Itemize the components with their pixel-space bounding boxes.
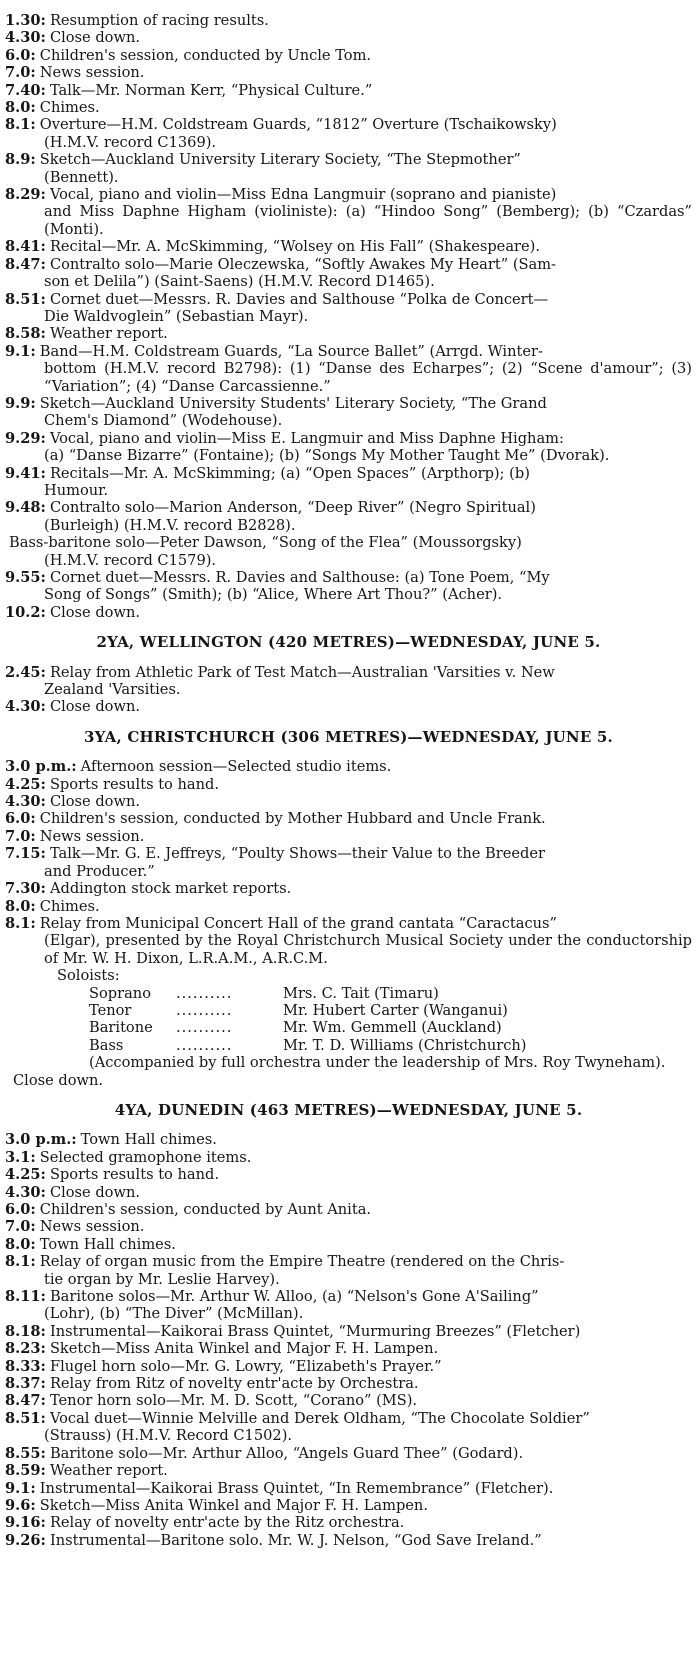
- program-continuation: Die Waldvoglein” (Sebastian Mayr).: [44, 307, 309, 325]
- program-item: [5, 499, 692, 534]
- program-text: Weather report.: [49, 1462, 168, 1480]
- program-text: Sports results to hand.: [49, 1166, 219, 1184]
- program-line: [5, 1323, 692, 1340]
- program-line: [5, 64, 692, 81]
- soloist-row: [5, 985, 692, 1002]
- program-continuation: and Producer.”: [44, 862, 155, 880]
- program-line: [5, 898, 692, 915]
- program-item: [5, 1236, 692, 1253]
- soloist-row: [5, 1002, 692, 1019]
- station-heading-4ya: 4YA, DUNEDIN (463 METRES)—WEDNESDAY, JUNE 5.: [114, 1100, 583, 1119]
- program-item: [5, 99, 692, 116]
- program-continuation: (Bennett).: [44, 168, 119, 186]
- program-item: [5, 810, 692, 827]
- program-line: [5, 810, 692, 827]
- program-continuation: (a) “Danse Bizarre” (Fontaine); (b) “Songs My Mother Taught Me” (Dvorak).: [44, 447, 610, 465]
- program-text: Sketch—Miss Anita Winkel and Major F. H. Lampen.: [49, 1340, 439, 1358]
- program-item: [5, 238, 692, 255]
- program-time: 7.0:: [5, 1218, 36, 1236]
- program-item: [5, 1532, 692, 1549]
- program-item: [5, 1201, 692, 1218]
- soloist-voice: Tenor: [89, 1001, 132, 1019]
- program-item: [5, 1218, 692, 1235]
- program-line: [5, 845, 692, 862]
- program-item: [5, 1288, 692, 1323]
- program-line: [5, 1236, 692, 1253]
- program-text: Baritone solos—Mr. Arthur W. Alloo, (a) “Nelson's Gone A'Sailing”: [49, 1288, 539, 1306]
- program-time: 8.0:: [5, 1235, 36, 1253]
- program-time: 4.30:: [5, 793, 46, 811]
- program-item: [5, 1131, 692, 1148]
- program-continuation: (H.M.V. record C1579).: [44, 551, 217, 569]
- program-line: [5, 325, 692, 342]
- program-item: [5, 1184, 692, 1201]
- program-line: [5, 1514, 692, 1531]
- program-item: [5, 116, 692, 151]
- leader-dots: ..........: [176, 1036, 233, 1054]
- program-text: Talk—Mr. G. E. Jeffreys, “Poulty Shows—their Value to the Breeder: [49, 845, 545, 863]
- program-line: [5, 29, 692, 46]
- program-time: 10.2:: [5, 603, 46, 621]
- program-text: Recital—Mr. A. McSkimming, “Wolsey on His Fall” (Shakespeare).: [49, 238, 540, 256]
- soloist-name: Mrs. C. Tait (Timaru): [283, 984, 439, 1002]
- program-text: Close down.: [49, 698, 140, 716]
- program-line: [5, 82, 692, 99]
- program-item: [5, 1497, 692, 1514]
- program-time: 9.16:: [5, 1514, 46, 1532]
- program-time: 8.55:: [5, 1444, 46, 1462]
- soloists-label: Soloists:: [57, 967, 120, 985]
- program-time: 9.1:: [5, 1479, 36, 1497]
- program-text: Relay from Athletic Park of Test Match—Australian 'Varsities v. New: [49, 663, 555, 681]
- program-time: 6.0:: [5, 810, 36, 828]
- soloist-row: [5, 1019, 692, 1036]
- program-text: Overture—H.M. Coldstream Guards, “1812” Overture (Tschaikowsky): [39, 116, 557, 134]
- program-line: [5, 238, 692, 255]
- program-text: News session.: [39, 827, 145, 845]
- soloist-voice: Baritone: [89, 1019, 153, 1037]
- program-text: Chimes.: [39, 99, 100, 117]
- program-item: [5, 395, 692, 430]
- program-item: [5, 698, 692, 715]
- program-text: Sketch—Auckland University Literary Society, “The Stepmother”: [39, 151, 521, 169]
- program-time: 8.47:: [5, 255, 46, 273]
- program-item: [5, 47, 692, 64]
- program-line: [5, 604, 692, 621]
- program-text: Contralto solo—Marion Anderson, “Deep River” (Negro Spiritual): [49, 499, 536, 517]
- program-text: Flugel horn solo—Mr. G. Lowry, “Elizabeth's Prayer.”: [49, 1357, 442, 1375]
- program-item: [5, 758, 692, 775]
- program-item: [5, 1340, 692, 1357]
- program-item: [5, 776, 692, 793]
- program-item: [5, 828, 692, 845]
- program-time: 6.0:: [5, 1201, 36, 1218]
- program-line: [5, 395, 692, 412]
- program-continuation: and Miss Daphne Higham (violiniste): (a) “Hindoo Song” (Bemberg); (b) “Czardas” (Monti).: [44, 203, 692, 238]
- program-item: [5, 151, 692, 186]
- soloist-voice: Soprano: [89, 984, 151, 1002]
- program-line: [5, 12, 692, 29]
- program-text: Sketch—Auckland University Students' Literary Society, “The Grand: [39, 394, 547, 412]
- program-text: Close down.: [49, 1183, 140, 1201]
- program-continuation: bottom (H.M.V. record B2798): (1) “Danse des Echarpes”; (2) “Scene d'amour”; (3) “Variation”; (4) “Danse Carcassienne.”: [44, 360, 692, 395]
- program-text: News session.: [39, 1218, 145, 1236]
- program-line: [5, 1410, 692, 1427]
- program-line: [5, 828, 692, 845]
- program-continuation: Chem's Diamond” (Wodehouse).: [44, 412, 283, 430]
- program-item: [5, 1166, 692, 1183]
- program-item: [5, 12, 692, 29]
- program-item: [5, 534, 692, 569]
- program-time: 9.55:: [5, 569, 46, 586]
- close-down-line: Close down.: [13, 1071, 104, 1089]
- program-text: Instrumental—Baritone solo. Mr. W. J. Nelson, “God Save Ireland.”: [49, 1531, 542, 1549]
- program-time: 8.9:: [5, 151, 36, 169]
- program-line: [5, 1184, 692, 1201]
- program-time: 3.0 p.m.:: [5, 758, 77, 776]
- program-time: 8.1:: [5, 1253, 36, 1271]
- program-item: [5, 1480, 692, 1497]
- program-item: [5, 82, 692, 99]
- program-line: [5, 776, 692, 793]
- program-text: Relay of organ music from the Empire Theatre (rendered on the Chris-: [39, 1253, 565, 1271]
- schedule-section-4ya: [5, 1131, 692, 1549]
- program-line: [5, 186, 692, 203]
- program-line: [5, 1253, 692, 1270]
- program-line: [5, 1392, 692, 1409]
- program-time: 8.1:: [5, 914, 36, 932]
- station-heading-3ya: 3YA, CHRISTCHURCH (306 METRES)—WEDNESDAY, JUNE 5.: [84, 727, 613, 746]
- program-time: 7.30:: [5, 880, 46, 898]
- program-text: Close down.: [49, 603, 140, 621]
- program-line: [5, 1480, 692, 1497]
- program-continuation: (Strauss) (H.M.V. Record C1502).: [44, 1427, 293, 1445]
- program-time: 9.9:: [5, 394, 36, 412]
- program-continuation: tie organ by Mr. Leslie Harvey).: [44, 1270, 280, 1288]
- program-time: 8.33:: [5, 1357, 46, 1375]
- program-item: [5, 845, 692, 880]
- program-line: [5, 1166, 692, 1183]
- program-line: [5, 793, 692, 810]
- program-item: [5, 64, 692, 81]
- program-time: 1.30:: [5, 12, 46, 29]
- program-text: Resumption of racing results.: [49, 12, 269, 29]
- program-continuation: (Lohr), (b) “The Diver” (McMillan).: [44, 1305, 304, 1323]
- program-continuation: son et Delila”) (Saint-Saens) (H.M.V. Record D1465).: [44, 273, 435, 291]
- program-text: Relay from Municipal Concert Hall of the grand cantata “Caractacus”: [39, 914, 558, 932]
- program-time: 9.26:: [5, 1531, 46, 1549]
- program-line: [5, 569, 692, 586]
- program-time: 9.29:: [5, 429, 46, 447]
- program-item: [5, 604, 692, 621]
- program-item: [5, 569, 692, 604]
- program-line: [5, 47, 692, 64]
- program-line: [5, 664, 692, 681]
- soloists-list: [5, 985, 692, 1055]
- program-line: [5, 698, 692, 715]
- program-time: 8.23:: [5, 1340, 46, 1358]
- program-text: Town Hall chimes.: [80, 1131, 217, 1149]
- accompaniment-note: (Accompanied by full orchestra under the leadership of Mrs. Roy Twyneham).: [89, 1054, 666, 1072]
- program-line: [5, 880, 692, 897]
- program-time: 8.0:: [5, 897, 36, 915]
- program-time: 8.41:: [5, 238, 46, 256]
- program-time: 8.0:: [5, 99, 36, 117]
- program-line: [5, 1201, 692, 1218]
- program-time: 7.0:: [5, 827, 36, 845]
- program-item: [5, 325, 692, 342]
- program-line: [5, 430, 692, 447]
- program-item: [5, 1253, 692, 1288]
- program-line: [5, 465, 692, 482]
- program-line: [5, 116, 692, 133]
- program-time: 8.18:: [5, 1322, 46, 1340]
- program-item: [5, 343, 692, 395]
- program-time: 4.25:: [5, 775, 46, 793]
- program-item: [5, 1149, 692, 1166]
- program-time: 9.48:: [5, 499, 46, 517]
- program-item: [5, 880, 692, 897]
- program-time: 7.0:: [5, 64, 36, 82]
- program-time: 8.11:: [5, 1288, 46, 1306]
- program-line: [5, 291, 692, 308]
- program-text: Close down.: [49, 793, 140, 811]
- program-item: [5, 793, 692, 810]
- program-line: [5, 1288, 692, 1305]
- program-text: Afternoon session—Selected studio items.: [80, 758, 392, 776]
- program-item: [5, 465, 692, 500]
- program-item: [5, 1375, 692, 1392]
- program-line: [5, 758, 692, 775]
- program-text: Sports results to hand.: [49, 775, 219, 793]
- program-text: News session.: [39, 64, 145, 82]
- program-time: 2.45:: [5, 663, 46, 681]
- program-time: 3.0 p.m.:: [5, 1131, 77, 1149]
- program-text: Relay of novelty entr'acte by the Ritz orchestra.: [49, 1514, 405, 1532]
- soloist-voice: Bass: [89, 1036, 124, 1054]
- program-text: Addington stock market reports.: [49, 880, 292, 898]
- program-time: 7.15:: [5, 845, 46, 863]
- program-time: 9.6:: [5, 1496, 36, 1514]
- program-item: [5, 664, 692, 699]
- program-item: [5, 1462, 692, 1479]
- leader-dots: ..........: [176, 1019, 233, 1037]
- program-item: [5, 1410, 692, 1445]
- program-time: 4.30:: [5, 698, 46, 716]
- program-continuation: (H.M.V. record C1369).: [44, 133, 217, 151]
- program-line: [5, 1358, 692, 1375]
- program-text: Relay from Ritz of novelty entr'acte by Orchestra.: [49, 1375, 419, 1393]
- program-line: [5, 499, 692, 516]
- program-text: Contralto solo—Marie Oleczewska, “Softly Awakes My Heart” (Sam-: [49, 255, 556, 273]
- program-line: [5, 343, 692, 360]
- program-text: Instrumental—Kaikorai Brass Quintet, “Murmuring Breezes” (Fletcher): [49, 1322, 581, 1340]
- program-text: Sketch—Miss Anita Winkel and Major F. H. Lampen.: [39, 1496, 428, 1514]
- program-item: [5, 1445, 692, 1462]
- program-line: [5, 1149, 692, 1166]
- program-continuation: Humour.: [44, 481, 109, 499]
- program-text: Close down.: [49, 29, 140, 47]
- program-item: [5, 1514, 692, 1531]
- program-continuation: (Elgar), presented by the Royal Christchurch Musical Society under the conductorship of Mr. W. H. Dixon, L.R.A.M., A.R.C.M.: [44, 932, 692, 967]
- program-time: 7.40:: [5, 81, 46, 99]
- program-time: 4.30:: [5, 1183, 46, 1201]
- program-time: 8.47:: [5, 1392, 46, 1410]
- program-text: Instrumental—Kaikorai Brass Quintet, “In Remembrance” (Fletcher).: [39, 1479, 554, 1497]
- program-text: Children's session, conducted by Aunt Anita.: [39, 1201, 372, 1218]
- program-time: 3.1:: [5, 1148, 36, 1166]
- program-line: [5, 1340, 692, 1357]
- program-time: 8.1:: [5, 116, 36, 134]
- program-item: [5, 430, 692, 465]
- program-item: [5, 1358, 692, 1375]
- soloist-name: Mr. T. D. Williams (Christchurch): [283, 1036, 527, 1054]
- leader-dots: ..........: [176, 984, 233, 1002]
- program-time: 4.25:: [5, 1166, 46, 1184]
- program-item: [5, 186, 692, 238]
- program-text: Cornet duet—Messrs. R. Davies and Salthouse: (a) Tone Poem, “My: [49, 569, 550, 586]
- program-text: Town Hall chimes.: [39, 1235, 176, 1253]
- program-time: 8.59:: [5, 1462, 46, 1480]
- program-item: [5, 898, 692, 915]
- soloist-name: Mr. Wm. Gemmell (Auckland): [283, 1019, 502, 1037]
- soloists-block: [5, 967, 692, 1089]
- program-text: Band—H.M. Coldstream Guards, “La Source Ballet” (Arrgd. Winter-: [39, 342, 543, 360]
- program-text: Children's session, conducted by Uncle Tom.: [39, 46, 372, 64]
- program-item: [5, 256, 692, 291]
- program-line: [5, 1218, 692, 1235]
- program-line: [5, 151, 692, 168]
- program-item: [5, 291, 692, 326]
- schedule-section-3ya: [5, 758, 692, 967]
- program-time: 9.1:: [5, 342, 36, 360]
- program-item: [5, 1392, 692, 1409]
- program-text: Chimes.: [39, 897, 100, 915]
- program-text: Baritone solo—Mr. Arthur Alloo, “Angels Guard Thee” (Godard).: [49, 1444, 524, 1462]
- program-item: [5, 29, 692, 46]
- schedule-section-1ya: [5, 12, 692, 621]
- program-continuation: Song of Songs” (Smith); (b) “Alice, Where Art Thou?” (Acher).: [44, 586, 503, 604]
- program-time: 6.0:: [5, 46, 36, 64]
- program-line: [5, 1375, 692, 1392]
- program-line: [5, 256, 692, 273]
- program-time: 8.29:: [5, 186, 46, 204]
- program-text: Children's session, conducted by Mother Hubbard and Uncle Frank.: [39, 810, 546, 828]
- station-heading-2ya: 2YA, WELLINGTON (420 METRES)—WEDNESDAY, JUNE 5.: [96, 633, 601, 652]
- program-time: 8.51:: [5, 1409, 46, 1427]
- program-text: Bass-baritone solo—Peter Dawson, “Song of the Flea” (Moussorgsky): [9, 534, 522, 552]
- program-line: [5, 1497, 692, 1514]
- soloist-row: [5, 1037, 692, 1054]
- program-time: 8.37:: [5, 1375, 46, 1393]
- program-line: [5, 1532, 692, 1549]
- program-time: 9.41:: [5, 464, 46, 482]
- program-continuation: (Burleigh) (H.M.V. record B2828).: [44, 516, 296, 534]
- program-line: [5, 1131, 692, 1148]
- program-text: Recitals—Mr. A. McSkimming; (a) “Open Spaces” (Arpthorp); (b): [49, 464, 530, 482]
- program-text: Cornet duet—Messrs. R. Davies and Salthouse “Polka de Concert—: [49, 290, 549, 308]
- program-text: Selected gramophone items.: [39, 1148, 252, 1166]
- program-text: Vocal duet—Winnie Melville and Derek Oldham, “The Chocolate Soldier”: [49, 1409, 590, 1427]
- program-line: [5, 534, 692, 551]
- program-line: [5, 915, 692, 932]
- program-time: 8.58:: [5, 325, 46, 343]
- program-text: Vocal, piano and violin—Miss E. Langmuir and Miss Daphne Higham:: [49, 429, 564, 447]
- program-text: Tenor horn solo—Mr. M. D. Scott, “Corano” (MS).: [49, 1392, 418, 1410]
- program-continuation: Zealand 'Varsities.: [44, 681, 181, 699]
- program-text: Talk—Mr. Norman Kerr, “Physical Culture.”: [49, 81, 373, 99]
- program-text: Weather report.: [49, 325, 168, 343]
- program-item: [5, 1323, 692, 1340]
- program-text: Vocal, piano and violin—Miss Edna Langmuir (soprano and pianiste): [49, 186, 557, 204]
- program-item: [5, 915, 692, 967]
- program-line: [5, 1445, 692, 1462]
- program-time: 4.30:: [5, 29, 46, 47]
- program-line: [5, 1462, 692, 1479]
- soloist-name: Mr. Hubert Carter (Wanganui): [283, 1001, 508, 1019]
- program-line: [5, 99, 692, 116]
- leader-dots: ..........: [176, 1001, 233, 1019]
- schedule-section-2ya: [5, 664, 692, 716]
- program-time: 8.51:: [5, 290, 46, 308]
